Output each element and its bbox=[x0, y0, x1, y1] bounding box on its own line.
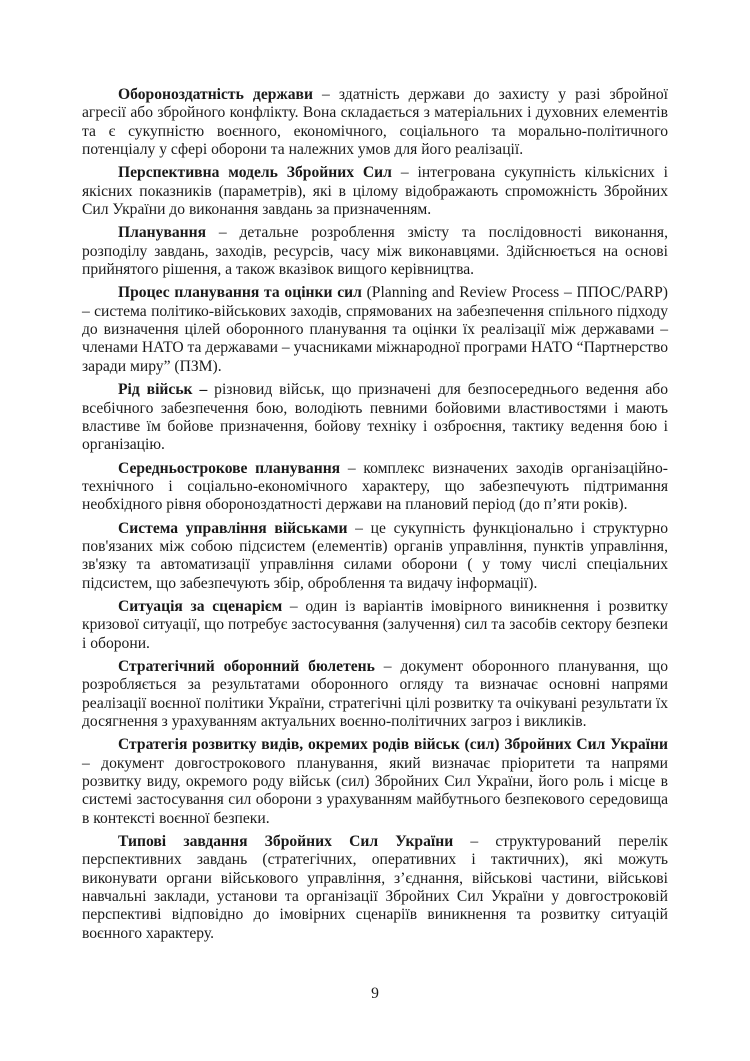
glossary-term: Обороноздатність держави bbox=[118, 86, 313, 103]
glossary-entry bbox=[82, 736, 668, 828]
glossary-entry bbox=[82, 284, 668, 376]
glossary-definition: – документ довгострокового планування, який визначає пріоритети та напрями розвитку виду, окремого роду військ (сил) Збройних Сил України, його роль і місце в системі застосування сил оборони з урахуванням майбутнього безпекового середовища в контексті воєнної безпеки. bbox=[82, 754, 668, 827]
glossary-body bbox=[82, 86, 668, 948]
glossary-entry bbox=[82, 164, 668, 219]
glossary-entry bbox=[82, 381, 668, 454]
glossary-term: Процес планування та оцінки сил bbox=[118, 284, 362, 302]
glossary-definition: – детальне розроблення змісту та послідовності виконання, розподілу завдань, заходів, ресурсів, часу між виконавцями. Здійснюється на основі прийнятого рішення, а також вказівок вищого керівництва. bbox=[82, 224, 668, 279]
glossary-definition: – це сукупність функціонально і структурно пов'язаних між собою підсистем (елементів) органів управління, пунктів управління, зв'язку та автоматизації управління силами оборони ( у тому числі спеціальних підсистем, що забезпечують збір, оброблення та видачу інформації). bbox=[82, 519, 668, 592]
glossary-term: Стратегічний оборонний бюлетень bbox=[118, 657, 375, 675]
glossary-entry bbox=[82, 224, 668, 279]
glossary-entry bbox=[82, 86, 668, 159]
glossary-term: Планування bbox=[118, 224, 207, 242]
glossary-definition: – здатність держави до захисту у разі збройної агресії або збройного конфлікту. Вона складається з матеріальних і духовних елементів та є сукупністю воєнного, економічного, соціального та морально-політичного потенціалу у сфері оборони та належних умов для його реалізації. bbox=[82, 86, 668, 159]
glossary-definition: різновид військ, що призначені для безпосереднього ведення або всебічного забезпечення бою, володіють певними бойовими властивостями і мають властиве їм бойове призначення, бойову техніку і озброєння, тактику ведення бою і організацію. bbox=[82, 381, 669, 454]
glossary-term: Типові завдання Збройних Сил України bbox=[118, 833, 454, 851]
glossary-definition: – документ оборонного планування, що розробляється за результатами оборонного огляду та визначає основні напрями реалізації воєнної політики України, стратегічні цілі розвитку та очікувані результати їх досягнення з урахуванням актуальних воєнно-політичних загроз і викликів. bbox=[82, 657, 668, 730]
glossary-entry bbox=[82, 833, 668, 943]
glossary-term: Система управління військами bbox=[118, 519, 348, 537]
glossary-entry bbox=[82, 658, 668, 731]
glossary-entry bbox=[82, 520, 668, 593]
glossary-definition: – інтегрована сукупність кількісних і якісних показників (параметрів), які в цілому відображають спроможність Збройних Сил України до виконання завдань за призначенням. bbox=[82, 164, 668, 219]
glossary-entry bbox=[82, 598, 668, 653]
glossary-term: Рід військ – bbox=[118, 381, 208, 399]
glossary-term: Перспективна модель Збройних Сил bbox=[118, 164, 392, 182]
glossary-definition: (Planning and Review Process – ППОС/PARP) – система політико-військових заходів, спрямованих на забезпечення спільного підходу до визначення цілей оборонного планування та оцінки їх реалізації між державами – членами НАТО та державами – учасниками міжнародної програми НАТО “Партнерство заради миру” (ПЗМ). bbox=[82, 284, 669, 375]
glossary-term: Середньострокове планування bbox=[118, 459, 341, 477]
glossary-definition: – структурований перелік перспективних завдань (стратегічних, оперативних і тактичних), які можуть виконувати органи військового управління, з’єднання, військові частини, військові навчальні заклади, установи та організації Збройних Сил України у довгостроковій перспективі відповідно до імовірних сценаріїв виникнення та розвитку ситуацій воєнного характеру. bbox=[82, 833, 668, 942]
glossary-entry bbox=[82, 460, 668, 515]
glossary-term: Стратегія розвитку видів, окремих родів військ (сил) Збройних Сил України bbox=[118, 736, 668, 754]
glossary-definition: – комплекс визначених заходів організаційно-технічного і соціально-економічного характеру, що забезпечують підтримання необхідного рівня обороноздатності держави на плановий період (до п’яти років). bbox=[82, 459, 668, 514]
page-number: 9 bbox=[371, 985, 379, 1002]
glossary-term: Ситуація за сценарієм bbox=[118, 597, 283, 615]
glossary-definition: – один із варіантів імовірного виникнення і розвитку кризової ситуації, що потребує застосування (залучення) сил та засобів сектору безпеки і оборони. bbox=[82, 597, 668, 652]
